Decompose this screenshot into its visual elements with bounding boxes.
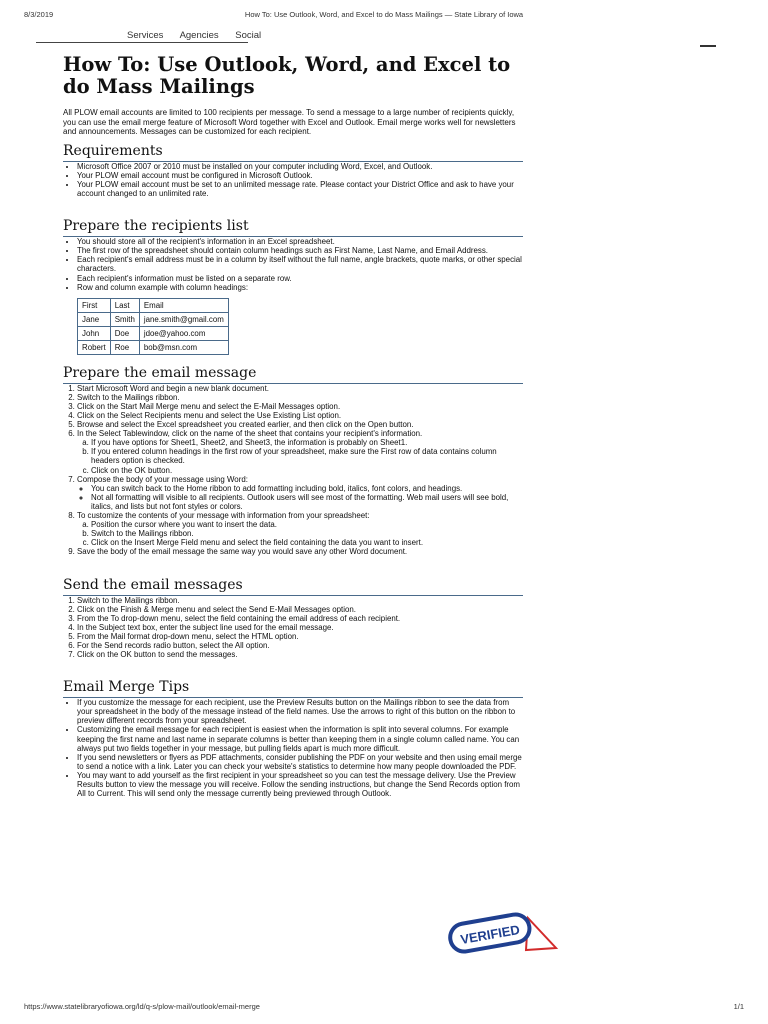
example-table	[77, 298, 229, 355]
table-header-row	[78, 298, 229, 312]
list-item	[77, 475, 523, 511]
list-item: • Each recipient's email address must be in a column by itself without the full name, angle brackets, quote marks, or other special characters.	[77, 255, 523, 273]
table-header: Last	[110, 298, 139, 312]
article	[63, 54, 523, 808]
message-steps	[63, 384, 523, 557]
requirements-heading: Requirements	[63, 143, 523, 162]
list-item: 5. Browse and select the Excel spreadsheet you created earlier, and then click on the Open button.	[77, 420, 523, 429]
intro-paragraph: All PLOW email accounts are limited to 100 recipients per message. To send a message to a large number of recipients quickly, you can use the email merge feature of Microsoft Word together with Excel and Outlook. Email merge works well for newsletters and announcements. Messages can be customized for each recipient.	[63, 108, 516, 137]
stamp-triangle	[526, 918, 556, 950]
table-header: First	[78, 298, 111, 312]
list-item: • If you send newsletters or flyers as PDF attachments, consider publishing the PDF on your website and then using email merge to send a notice with a link. Later you can check your website's statistics to determine how many people downloaded the PDF.	[77, 753, 523, 771]
sub-bullets	[77, 484, 523, 511]
list-item: b. If you entered column headings in the first row of your spreadsheet, make sure the First row of data contains column headers option is checked.	[91, 447, 523, 465]
table-cell: Doe	[110, 326, 139, 340]
list-item: 1. Switch to the Mailings ribbon.	[77, 596, 523, 605]
recipients-heading: Prepare the recipients list	[63, 218, 523, 237]
list-item: • Your PLOW email account must be configured in Microsoft Outlook.	[77, 171, 523, 180]
list-item: • Customizing the email message for each recipient is easiest when the information is split into several columns. For example keeping the first name and last name in separate columns is better than keeping them in a single column called name. You can always put two fields together in your message, but pulling fields apart is much more difficult.	[77, 725, 523, 752]
nav-services[interactable]: Services	[127, 30, 164, 41]
list-item: ◦ Not all formatting will visible to all recipients. Outlook users will see most of the formatting. Web mail users will see bold, italics, and lists but not font styles or colors.	[91, 493, 523, 511]
sub-steps	[77, 520, 523, 547]
list-item: • Row and column example with column headings:	[77, 283, 523, 292]
step-text: To customize the contents of your message with information from your spreadsheet:	[77, 511, 370, 521]
tips-section	[63, 679, 523, 798]
list-item: • You may want to add yourself as the first recipient in your spreadsheet so you can test the message delivery. Use the Preview Results button to view the message you will receive. Follow the sending instructions, but change the Send Records option from All to Current. This will send only the message currently being previewed through Outlook.	[77, 771, 523, 798]
table-cell: bob@msn.com	[139, 340, 228, 354]
top-nav	[127, 30, 275, 41]
list-item: 3. Click on the Start Mail Merge menu and select the E-Mail Messages option.	[77, 402, 523, 411]
table-header: Email	[139, 298, 228, 312]
list-item: 2. Switch to the Mailings ribbon.	[77, 393, 523, 402]
print-header	[24, 10, 744, 22]
print-footer	[24, 1002, 744, 1014]
table-row	[78, 312, 229, 326]
table-cell: jane.smith@gmail.com	[139, 312, 228, 326]
requirements-list	[63, 162, 523, 198]
nav-social[interactable]: Social	[235, 30, 262, 41]
list-item: c. Click on the OK button.	[91, 466, 523, 475]
top-rule	[36, 42, 248, 43]
print-date: 8/3/2019	[24, 10, 54, 19]
tips-heading: Email Merge Tips	[63, 679, 523, 698]
list-item: ◦ You can switch back to the Home ribbon to add formatting including bold, italics, font colors, and headings.	[91, 484, 523, 493]
list-item	[77, 511, 523, 547]
table-cell: Jane	[78, 312, 111, 326]
list-item: 5. From the Mail format drop-down menu, select the HTML option.	[77, 632, 523, 641]
table-cell: John	[78, 326, 111, 340]
menu-dash-icon[interactable]	[700, 45, 716, 47]
verified-stamp	[444, 908, 560, 958]
list-item: • Each recipient's information must be listed on a separate row.	[77, 274, 523, 283]
list-item: 3. From the To drop-down menu, select the field containing the email address of each recipient.	[77, 614, 523, 623]
send-steps	[63, 596, 523, 660]
message-heading: Prepare the email message	[63, 365, 523, 384]
send-heading: Send the email messages	[63, 577, 523, 596]
list-item: 4. In the Subject text box, enter the subject line used for the email message.	[77, 623, 523, 632]
step-text: Compose the body of your message using Word:	[77, 474, 248, 484]
step-text: In the Select Tablewindow, click on the name of the sheet that contains your recipient's information.	[77, 429, 423, 439]
send-section	[63, 577, 523, 660]
list-item: 4. Click on the Select Recipients menu and select the Use Existing List option.	[77, 411, 523, 420]
list-item: 1. Start Microsoft Word and begin a new blank document.	[77, 384, 523, 393]
table-cell: Robert	[78, 340, 111, 354]
list-item: a. Position the cursor where you want to insert the data.	[91, 520, 523, 529]
nav-agencies[interactable]: Agencies	[179, 30, 219, 41]
stamp-label: VERIFIED	[459, 921, 521, 948]
list-item: 7. Click on the OK button to send the messages.	[77, 650, 523, 659]
list-item: • If you customize the message for each recipient, use the Preview Results button on the Mailings ribbon to see the data from your spreadsheet in the body of the message instead of the field names. Use the arrows to right of this button on the ribbon to preview different records from your spreadsheet.	[77, 698, 523, 725]
list-item: 2. Click on the Finish & Merge menu and select the Send E-Mail Messages option.	[77, 605, 523, 614]
list-item: b. Switch to the Mailings ribbon.	[91, 529, 523, 538]
tips-list	[63, 698, 523, 798]
list-item: 6. For the Send records radio button, select the All option.	[77, 641, 523, 650]
sub-steps	[77, 438, 523, 474]
list-item: a. If you have options for Sheet1, Sheet2, and Sheet3, the information is probably on Sheet1.	[91, 438, 523, 447]
list-item: • Microsoft Office 2007 or 2010 must be installed on your computer including Word, Excel, and Outlook.	[77, 162, 523, 171]
print-page-count: 1/1	[733, 1002, 744, 1011]
list-item: c. Click on the Insert Merge Field menu and select the field containing the data you want to insert.	[91, 538, 523, 547]
print-page-title: How To: Use Outlook, Word, and Excel to do Mass Mailings — State Library of Iowa	[244, 10, 524, 19]
table-cell: Smith	[110, 312, 139, 326]
list-item: • The first row of the spreadsheet should contain column headings such as First Name, Last Name, and Email Address.	[77, 246, 523, 255]
list-item	[77, 429, 523, 474]
table-row	[78, 340, 229, 354]
requirements-section	[63, 143, 523, 198]
table-cell: Roe	[110, 340, 139, 354]
print-url: https://www.statelibraryofiowa.org/ld/q-s/plow-mail/outlook/email-merge	[24, 1002, 260, 1011]
recipients-section	[63, 218, 523, 355]
recipients-list	[63, 237, 523, 292]
table-row	[78, 326, 229, 340]
list-item: • Your PLOW email account must be set to an unlimited message rate. Please contact your District Office and ask to have your account changed to an unlimited rate.	[77, 180, 523, 198]
list-item: • You should store all of the recipient's information in an Excel spreadsheet.	[77, 237, 523, 246]
message-section	[63, 365, 523, 557]
table-cell: jdoe@yahoo.com	[139, 326, 228, 340]
list-item: 9. Save the body of the email message the same way you would save any other Word document.	[77, 547, 523, 556]
page-title: How To: Use Outlook, Word, and Excel to do Mass Mailings	[63, 53, 511, 98]
